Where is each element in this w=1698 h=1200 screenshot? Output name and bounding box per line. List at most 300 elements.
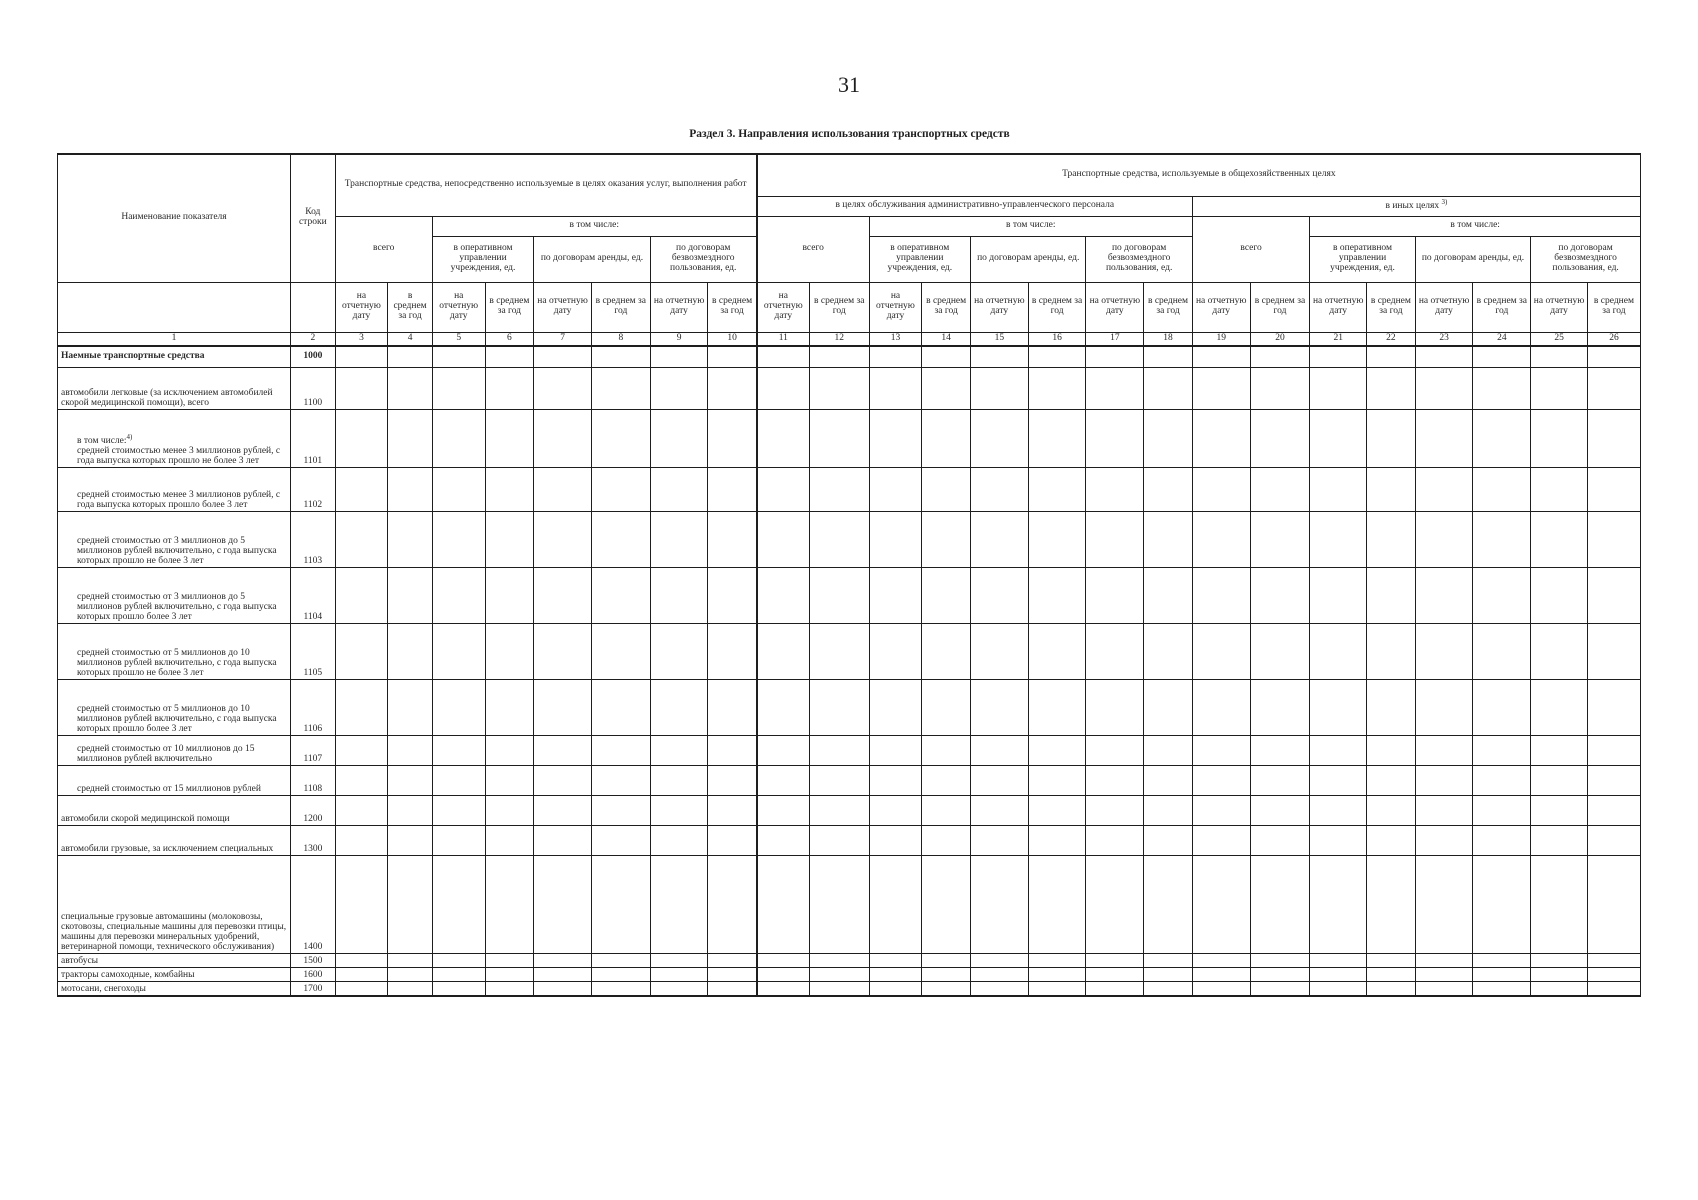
input-cell[interactable] xyxy=(650,512,708,568)
input-cell[interactable] xyxy=(1144,954,1193,968)
input-cell[interactable] xyxy=(1587,468,1640,512)
input-cell[interactable] xyxy=(1587,736,1640,766)
input-cell[interactable] xyxy=(1531,680,1588,736)
input-cell[interactable] xyxy=(1367,766,1416,796)
input-cell[interactable] xyxy=(1310,346,1367,368)
input-cell[interactable] xyxy=(1473,968,1531,982)
input-cell[interactable] xyxy=(591,468,650,512)
input-cell[interactable] xyxy=(1531,512,1588,568)
input-cell[interactable] xyxy=(708,968,757,982)
input-cell[interactable] xyxy=(1415,468,1473,512)
input-cell[interactable] xyxy=(1531,766,1588,796)
input-cell[interactable] xyxy=(1415,856,1473,954)
input-cell[interactable] xyxy=(1086,346,1144,368)
input-cell[interactable] xyxy=(1310,954,1367,968)
input-cell[interactable] xyxy=(1367,568,1416,624)
input-cell[interactable] xyxy=(335,954,388,968)
input-cell[interactable] xyxy=(534,766,592,796)
input-cell[interactable] xyxy=(1310,624,1367,680)
input-cell[interactable] xyxy=(1144,826,1193,856)
input-cell[interactable] xyxy=(1250,680,1310,736)
input-cell[interactable] xyxy=(534,826,592,856)
input-cell[interactable] xyxy=(809,346,869,368)
input-cell[interactable] xyxy=(534,736,592,766)
input-cell[interactable] xyxy=(432,954,485,968)
input-cell[interactable] xyxy=(591,736,650,766)
input-cell[interactable] xyxy=(757,346,810,368)
input-cell[interactable] xyxy=(1028,568,1086,624)
input-cell[interactable] xyxy=(591,624,650,680)
input-cell[interactable] xyxy=(388,968,433,982)
input-cell[interactable] xyxy=(869,680,922,736)
input-cell[interactable] xyxy=(1531,796,1588,826)
input-cell[interactable] xyxy=(1415,982,1473,996)
input-cell[interactable] xyxy=(869,766,922,796)
input-cell[interactable] xyxy=(1086,796,1144,826)
input-cell[interactable] xyxy=(1192,856,1250,954)
input-cell[interactable] xyxy=(1587,954,1640,968)
input-cell[interactable] xyxy=(809,982,869,996)
input-cell[interactable] xyxy=(922,982,971,996)
input-cell[interactable] xyxy=(1028,826,1086,856)
input-cell[interactable] xyxy=(1415,568,1473,624)
input-cell[interactable] xyxy=(534,680,592,736)
input-cell[interactable] xyxy=(1086,512,1144,568)
input-cell[interactable] xyxy=(1144,680,1193,736)
input-cell[interactable] xyxy=(1028,346,1086,368)
input-cell[interactable] xyxy=(650,968,708,982)
input-cell[interactable] xyxy=(1144,736,1193,766)
input-cell[interactable] xyxy=(485,856,534,954)
input-cell[interactable] xyxy=(650,982,708,996)
input-cell[interactable] xyxy=(1415,968,1473,982)
input-cell[interactable] xyxy=(809,826,869,856)
input-cell[interactable] xyxy=(1415,954,1473,968)
input-cell[interactable] xyxy=(708,346,757,368)
input-cell[interactable] xyxy=(809,410,869,468)
input-cell[interactable] xyxy=(335,624,388,680)
input-cell[interactable] xyxy=(1473,982,1531,996)
input-cell[interactable] xyxy=(1144,346,1193,368)
input-cell[interactable] xyxy=(1587,826,1640,856)
input-cell[interactable] xyxy=(1028,468,1086,512)
input-cell[interactable] xyxy=(650,410,708,468)
input-cell[interactable] xyxy=(1192,568,1250,624)
input-cell[interactable] xyxy=(1415,736,1473,766)
input-cell[interactable] xyxy=(485,968,534,982)
input-cell[interactable] xyxy=(388,512,433,568)
input-cell[interactable] xyxy=(922,624,971,680)
input-cell[interactable] xyxy=(809,680,869,736)
input-cell[interactable] xyxy=(388,736,433,766)
input-cell[interactable] xyxy=(869,512,922,568)
input-cell[interactable] xyxy=(1250,410,1310,468)
input-cell[interactable] xyxy=(1028,624,1086,680)
input-cell[interactable] xyxy=(534,512,592,568)
input-cell[interactable] xyxy=(650,856,708,954)
input-cell[interactable] xyxy=(708,680,757,736)
input-cell[interactable] xyxy=(1473,796,1531,826)
input-cell[interactable] xyxy=(335,982,388,996)
input-cell[interactable] xyxy=(650,680,708,736)
input-cell[interactable] xyxy=(388,368,433,410)
input-cell[interactable] xyxy=(757,368,810,410)
input-cell[interactable] xyxy=(485,624,534,680)
input-cell[interactable] xyxy=(1086,856,1144,954)
input-cell[interactable] xyxy=(757,766,810,796)
input-cell[interactable] xyxy=(335,368,388,410)
input-cell[interactable] xyxy=(1250,468,1310,512)
input-cell[interactable] xyxy=(1367,796,1416,826)
input-cell[interactable] xyxy=(432,568,485,624)
input-cell[interactable] xyxy=(922,346,971,368)
input-cell[interactable] xyxy=(1192,968,1250,982)
input-cell[interactable] xyxy=(534,856,592,954)
input-cell[interactable] xyxy=(1415,512,1473,568)
input-cell[interactable] xyxy=(1250,368,1310,410)
input-cell[interactable] xyxy=(591,968,650,982)
input-cell[interactable] xyxy=(335,856,388,954)
input-cell[interactable] xyxy=(1310,410,1367,468)
input-cell[interactable] xyxy=(970,736,1028,766)
input-cell[interactable] xyxy=(1086,624,1144,680)
input-cell[interactable] xyxy=(970,796,1028,826)
input-cell[interactable] xyxy=(970,568,1028,624)
input-cell[interactable] xyxy=(1144,796,1193,826)
input-cell[interactable] xyxy=(1531,346,1588,368)
input-cell[interactable] xyxy=(485,410,534,468)
input-cell[interactable] xyxy=(335,796,388,826)
input-cell[interactable] xyxy=(1192,346,1250,368)
input-cell[interactable] xyxy=(388,766,433,796)
input-cell[interactable] xyxy=(534,568,592,624)
input-cell[interactable] xyxy=(1192,512,1250,568)
input-cell[interactable] xyxy=(970,680,1028,736)
input-cell[interactable] xyxy=(650,954,708,968)
input-cell[interactable] xyxy=(388,826,433,856)
input-cell[interactable] xyxy=(388,346,433,368)
input-cell[interactable] xyxy=(809,954,869,968)
input-cell[interactable] xyxy=(1473,856,1531,954)
input-cell[interactable] xyxy=(1587,680,1640,736)
input-cell[interactable] xyxy=(650,736,708,766)
input-cell[interactable] xyxy=(1310,512,1367,568)
input-cell[interactable] xyxy=(757,982,810,996)
input-cell[interactable] xyxy=(708,410,757,468)
input-cell[interactable] xyxy=(485,468,534,512)
input-cell[interactable] xyxy=(650,468,708,512)
input-cell[interactable] xyxy=(432,512,485,568)
input-cell[interactable] xyxy=(1531,856,1588,954)
input-cell[interactable] xyxy=(1310,568,1367,624)
input-cell[interactable] xyxy=(970,982,1028,996)
input-cell[interactable] xyxy=(1367,968,1416,982)
input-cell[interactable] xyxy=(335,826,388,856)
input-cell[interactable] xyxy=(809,968,869,982)
input-cell[interactable] xyxy=(335,680,388,736)
input-cell[interactable] xyxy=(1250,766,1310,796)
input-cell[interactable] xyxy=(869,568,922,624)
input-cell[interactable] xyxy=(1367,624,1416,680)
input-cell[interactable] xyxy=(708,568,757,624)
input-cell[interactable] xyxy=(591,766,650,796)
input-cell[interactable] xyxy=(1587,624,1640,680)
input-cell[interactable] xyxy=(809,624,869,680)
input-cell[interactable] xyxy=(534,982,592,996)
input-cell[interactable] xyxy=(708,856,757,954)
input-cell[interactable] xyxy=(708,512,757,568)
input-cell[interactable] xyxy=(1473,736,1531,766)
input-cell[interactable] xyxy=(1028,410,1086,468)
input-cell[interactable] xyxy=(591,796,650,826)
input-cell[interactable] xyxy=(970,766,1028,796)
input-cell[interactable] xyxy=(388,982,433,996)
input-cell[interactable] xyxy=(1367,982,1416,996)
input-cell[interactable] xyxy=(1192,982,1250,996)
input-cell[interactable] xyxy=(485,826,534,856)
input-cell[interactable] xyxy=(1144,624,1193,680)
input-cell[interactable] xyxy=(809,766,869,796)
input-cell[interactable] xyxy=(1028,954,1086,968)
input-cell[interactable] xyxy=(432,368,485,410)
input-cell[interactable] xyxy=(1473,410,1531,468)
input-cell[interactable] xyxy=(1028,766,1086,796)
input-cell[interactable] xyxy=(1192,766,1250,796)
input-cell[interactable] xyxy=(388,624,433,680)
input-cell[interactable] xyxy=(591,568,650,624)
input-cell[interactable] xyxy=(869,954,922,968)
input-cell[interactable] xyxy=(1587,766,1640,796)
input-cell[interactable] xyxy=(708,982,757,996)
input-cell[interactable] xyxy=(970,468,1028,512)
input-cell[interactable] xyxy=(922,968,971,982)
input-cell[interactable] xyxy=(1192,468,1250,512)
input-cell[interactable] xyxy=(1144,512,1193,568)
input-cell[interactable] xyxy=(970,624,1028,680)
input-cell[interactable] xyxy=(1310,856,1367,954)
input-cell[interactable] xyxy=(1587,856,1640,954)
input-cell[interactable] xyxy=(335,736,388,766)
input-cell[interactable] xyxy=(1028,796,1086,826)
input-cell[interactable] xyxy=(1367,736,1416,766)
input-cell[interactable] xyxy=(432,856,485,954)
input-cell[interactable] xyxy=(1144,468,1193,512)
input-cell[interactable] xyxy=(432,796,485,826)
input-cell[interactable] xyxy=(708,736,757,766)
input-cell[interactable] xyxy=(1028,368,1086,410)
input-cell[interactable] xyxy=(1473,954,1531,968)
input-cell[interactable] xyxy=(1531,410,1588,468)
input-cell[interactable] xyxy=(1310,468,1367,512)
input-cell[interactable] xyxy=(1310,968,1367,982)
input-cell[interactable] xyxy=(650,368,708,410)
input-cell[interactable] xyxy=(1086,468,1144,512)
input-cell[interactable] xyxy=(757,568,810,624)
input-cell[interactable] xyxy=(432,766,485,796)
input-cell[interactable] xyxy=(1473,568,1531,624)
input-cell[interactable] xyxy=(432,982,485,996)
input-cell[interactable] xyxy=(591,680,650,736)
input-cell[interactable] xyxy=(1310,982,1367,996)
input-cell[interactable] xyxy=(650,826,708,856)
input-cell[interactable] xyxy=(1587,968,1640,982)
input-cell[interactable] xyxy=(1192,954,1250,968)
input-cell[interactable] xyxy=(1473,766,1531,796)
input-cell[interactable] xyxy=(869,736,922,766)
input-cell[interactable] xyxy=(1250,856,1310,954)
input-cell[interactable] xyxy=(922,680,971,736)
input-cell[interactable] xyxy=(432,680,485,736)
input-cell[interactable] xyxy=(1587,982,1640,996)
input-cell[interactable] xyxy=(335,410,388,468)
input-cell[interactable] xyxy=(485,368,534,410)
input-cell[interactable] xyxy=(1367,826,1416,856)
input-cell[interactable] xyxy=(432,968,485,982)
input-cell[interactable] xyxy=(1367,954,1416,968)
input-cell[interactable] xyxy=(388,468,433,512)
input-cell[interactable] xyxy=(534,796,592,826)
input-cell[interactable] xyxy=(485,512,534,568)
input-cell[interactable] xyxy=(708,826,757,856)
input-cell[interactable] xyxy=(1473,346,1531,368)
input-cell[interactable] xyxy=(534,954,592,968)
input-cell[interactable] xyxy=(1367,368,1416,410)
input-cell[interactable] xyxy=(1367,468,1416,512)
input-cell[interactable] xyxy=(335,968,388,982)
input-cell[interactable] xyxy=(1144,982,1193,996)
input-cell[interactable] xyxy=(388,680,433,736)
input-cell[interactable] xyxy=(809,568,869,624)
input-cell[interactable] xyxy=(1415,680,1473,736)
input-cell[interactable] xyxy=(922,856,971,954)
input-cell[interactable] xyxy=(1250,826,1310,856)
input-cell[interactable] xyxy=(1250,346,1310,368)
input-cell[interactable] xyxy=(650,346,708,368)
input-cell[interactable] xyxy=(1086,968,1144,982)
input-cell[interactable] xyxy=(970,954,1028,968)
input-cell[interactable] xyxy=(388,410,433,468)
input-cell[interactable] xyxy=(1250,624,1310,680)
input-cell[interactable] xyxy=(485,346,534,368)
input-cell[interactable] xyxy=(1028,968,1086,982)
input-cell[interactable] xyxy=(1192,624,1250,680)
input-cell[interactable] xyxy=(591,368,650,410)
input-cell[interactable] xyxy=(1028,982,1086,996)
input-cell[interactable] xyxy=(922,826,971,856)
input-cell[interactable] xyxy=(432,468,485,512)
input-cell[interactable] xyxy=(1531,736,1588,766)
input-cell[interactable] xyxy=(1192,368,1250,410)
input-cell[interactable] xyxy=(1192,736,1250,766)
input-cell[interactable] xyxy=(809,736,869,766)
input-cell[interactable] xyxy=(970,346,1028,368)
input-cell[interactable] xyxy=(432,826,485,856)
input-cell[interactable] xyxy=(757,736,810,766)
input-cell[interactable] xyxy=(1144,410,1193,468)
input-cell[interactable] xyxy=(1587,368,1640,410)
input-cell[interactable] xyxy=(1367,680,1416,736)
input-cell[interactable] xyxy=(1250,568,1310,624)
input-cell[interactable] xyxy=(335,568,388,624)
input-cell[interactable] xyxy=(809,368,869,410)
input-cell[interactable] xyxy=(1473,826,1531,856)
input-cell[interactable] xyxy=(650,766,708,796)
input-cell[interactable] xyxy=(534,968,592,982)
input-cell[interactable] xyxy=(1473,680,1531,736)
input-cell[interactable] xyxy=(708,954,757,968)
input-cell[interactable] xyxy=(757,954,810,968)
input-cell[interactable] xyxy=(869,468,922,512)
input-cell[interactable] xyxy=(1415,346,1473,368)
input-cell[interactable] xyxy=(1028,512,1086,568)
input-cell[interactable] xyxy=(1250,736,1310,766)
input-cell[interactable] xyxy=(534,624,592,680)
input-cell[interactable] xyxy=(1086,766,1144,796)
input-cell[interactable] xyxy=(970,968,1028,982)
input-cell[interactable] xyxy=(1310,368,1367,410)
input-cell[interactable] xyxy=(757,856,810,954)
input-cell[interactable] xyxy=(1144,766,1193,796)
input-cell[interactable] xyxy=(1473,468,1531,512)
input-cell[interactable] xyxy=(1415,796,1473,826)
input-cell[interactable] xyxy=(1415,410,1473,468)
input-cell[interactable] xyxy=(591,826,650,856)
input-cell[interactable] xyxy=(1531,368,1588,410)
input-cell[interactable] xyxy=(650,624,708,680)
input-cell[interactable] xyxy=(335,346,388,368)
input-cell[interactable] xyxy=(1250,796,1310,826)
input-cell[interactable] xyxy=(809,796,869,826)
input-cell[interactable] xyxy=(1086,736,1144,766)
input-cell[interactable] xyxy=(1531,826,1588,856)
input-cell[interactable] xyxy=(485,736,534,766)
input-cell[interactable] xyxy=(922,954,971,968)
input-cell[interactable] xyxy=(1367,410,1416,468)
input-cell[interactable] xyxy=(534,410,592,468)
input-cell[interactable] xyxy=(869,624,922,680)
input-cell[interactable] xyxy=(757,796,810,826)
input-cell[interactable] xyxy=(432,736,485,766)
input-cell[interactable] xyxy=(1086,826,1144,856)
input-cell[interactable] xyxy=(1473,624,1531,680)
input-cell[interactable] xyxy=(1086,680,1144,736)
input-cell[interactable] xyxy=(485,982,534,996)
input-cell[interactable] xyxy=(335,468,388,512)
input-cell[interactable] xyxy=(809,856,869,954)
input-cell[interactable] xyxy=(1192,826,1250,856)
input-cell[interactable] xyxy=(970,368,1028,410)
input-cell[interactable] xyxy=(1310,736,1367,766)
input-cell[interactable] xyxy=(970,856,1028,954)
input-cell[interactable] xyxy=(1192,680,1250,736)
input-cell[interactable] xyxy=(922,568,971,624)
input-cell[interactable] xyxy=(1415,826,1473,856)
input-cell[interactable] xyxy=(1587,346,1640,368)
input-cell[interactable] xyxy=(388,796,433,826)
input-cell[interactable] xyxy=(869,968,922,982)
input-cell[interactable] xyxy=(388,856,433,954)
input-cell[interactable] xyxy=(1250,512,1310,568)
input-cell[interactable] xyxy=(922,468,971,512)
input-cell[interactable] xyxy=(1587,410,1640,468)
input-cell[interactable] xyxy=(869,982,922,996)
input-cell[interactable] xyxy=(1144,968,1193,982)
input-cell[interactable] xyxy=(650,568,708,624)
input-cell[interactable] xyxy=(970,410,1028,468)
input-cell[interactable] xyxy=(1086,368,1144,410)
input-cell[interactable] xyxy=(1028,736,1086,766)
input-cell[interactable] xyxy=(1028,680,1086,736)
